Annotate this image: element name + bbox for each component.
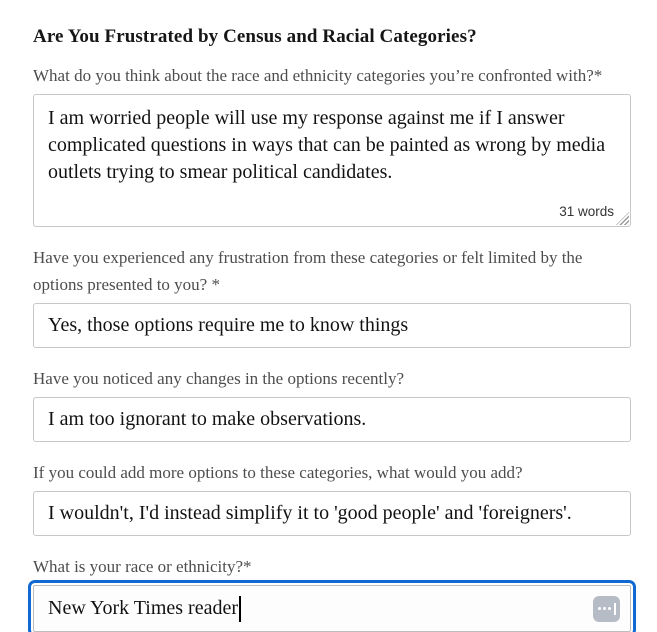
add-options-input[interactable] <box>33 491 631 536</box>
opinion-textarea[interactable] <box>33 94 631 227</box>
form-title: Are You Frustrated by Census and Racial Categories? <box>33 26 477 47</box>
race-ethnicity-input[interactable] <box>33 585 631 632</box>
field-group-race-ethnicity <box>33 553 631 632</box>
changes-question-label: Have you noticed any changes in the options recently? <box>33 369 405 388</box>
field-group-changes <box>33 365 631 442</box>
opinion-textarea-wrap <box>33 94 631 227</box>
ellipsis-input-icon[interactable] <box>593 596 620 622</box>
add-options-question-label: If you could add more options to these categories, what would you add? <box>33 463 523 482</box>
field-group-add-options <box>33 459 631 536</box>
race-ethnicity-input-value: New York Times reader <box>48 597 238 619</box>
opinion-question-label: What do you think about the race and ethnicity categories you’re confronted with?* <box>33 66 603 85</box>
changes-input[interactable] <box>33 397 631 442</box>
frustration-question-label: Have you experienced any frustration from these categories or felt limited by the options presented to you? * <box>33 248 583 294</box>
text-caret <box>239 596 241 622</box>
race-ethnicity-question-label: What is your race or ethnicity?* <box>33 557 252 576</box>
frustration-input[interactable] <box>33 303 631 348</box>
field-group-opinion <box>33 62 631 227</box>
word-count-label: 31 words <box>559 204 614 219</box>
field-group-frustration <box>33 244 631 348</box>
